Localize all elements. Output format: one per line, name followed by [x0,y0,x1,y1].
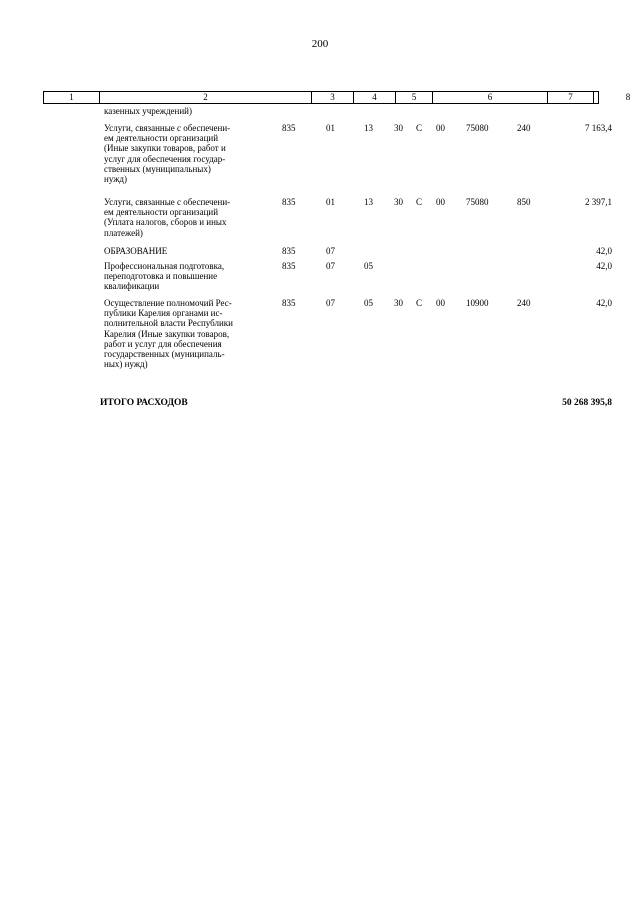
column-header-1: 1 [69,92,74,102]
row-section-code: 07 [326,246,335,256]
row-target-article-part-1: 30 [394,123,403,133]
row-target-article-part-2: С [416,123,423,133]
row-target-article-part-3: 00 [436,197,445,207]
row-amount: 42,0 [596,261,612,271]
row-target-article-part-4: 75080 [466,123,489,133]
row-amount: 7 163,4 [585,123,612,133]
row-ministry-code: 835 [282,261,296,271]
row-target-article-part-4: 75080 [466,197,489,207]
row-section-code: 01 [326,197,335,207]
row-description: Услуги, связанные с обеспечени- ем деятельности организаций (Иные закупки товаров, работ и услуг для обеспечения государ- ственных (муниципальных) нужд) [104,123,231,185]
column-header-8: 8 [625,92,631,102]
row-target-article-part-1: 30 [394,197,403,207]
row-target-article-part-1: 30 [394,298,403,308]
total-label: ИТОГО РАСХОДОВ [100,398,188,408]
row-ministry-code: 835 [282,298,296,308]
row-subsection-code: 13 [364,197,373,207]
row-section-code: 07 [326,298,335,308]
row-subsection-code: 05 [364,261,373,271]
row-subsection-code: 13 [364,123,373,133]
column-header-4: 4 [353,92,395,103]
row-target-article-part-4: 10900 [466,298,489,308]
column-header-6: 6 [432,92,547,103]
row-expense-type: 850 [517,197,531,207]
row-description: ОБРАЗОВАНИЕ [104,246,168,256]
row-section-code: 01 [326,123,335,133]
column-header-7: 7 [547,92,593,103]
row-subsection-code: 05 [364,298,373,308]
row-description: Осуществление полномочий Рес- публики Карелия органами ис- полнительной власти Республики Карелия (Иные закупки товаров, работ и услуг для обеспечения государственных (муниципаль- ных) нужд) [104,298,233,370]
column-header-3: 3 [311,92,353,103]
row-description: Профессиональная подготовка, переподготовка и повышение квалификации [104,261,225,292]
column-header-5: 5 [395,92,432,103]
row-amount: 42,0 [596,246,612,256]
row-amount: 2 397,1 [585,197,612,207]
row-ministry-code: 835 [282,197,296,207]
row-amount: 42,0 [596,298,612,308]
row-ministry-code: 835 [282,123,296,133]
total-value: 50 268 395,8 [562,398,612,408]
row-section-code: 07 [326,261,335,271]
row-expense-type: 240 [517,298,531,308]
row-target-article-part-3: 00 [436,123,445,133]
row-target-article-part-3: 00 [436,298,445,308]
row-ministry-code: 835 [282,246,296,256]
row-description: Услуги, связанные с обеспечени- ем деятельности организаций (Уплата налогов, сборов и иных платежей) [104,197,231,238]
column-header-2: 2 [99,92,311,103]
continuation-text: казенных учреждений) [104,106,192,116]
row-target-article-part-2: С [416,197,423,207]
page-number: 200 [311,38,329,50]
row-target-article-part-2: С [416,298,423,308]
table-header-row [43,91,631,104]
row-expense-type: 240 [517,123,531,133]
